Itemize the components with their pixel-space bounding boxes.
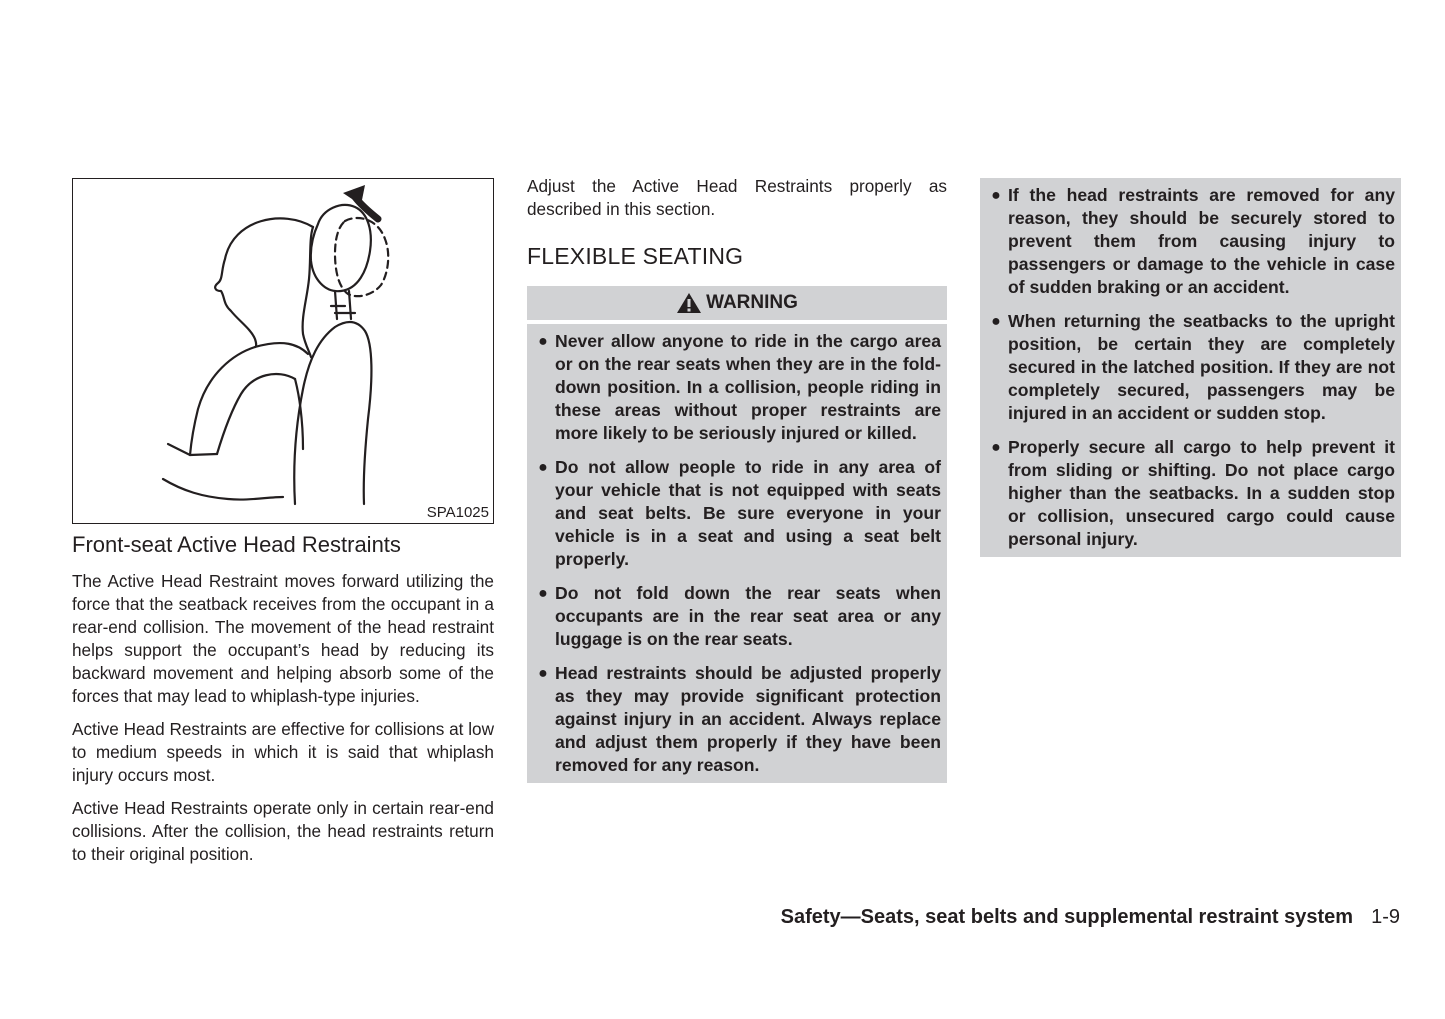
warning-box-continued: [980, 178, 1401, 557]
bullet-icon: ●: [538, 333, 548, 350]
warning-bullet: [531, 662, 941, 777]
head-restraint-illustration-icon: [73, 179, 493, 523]
bullet-icon: ●: [991, 439, 1001, 456]
bullet-text: Properly secure all cargo to help prevent it from sliding or shifting. Do not place cargo higher than the seatbacks. In a sudden stop or collision, unsecured cargo could cause personal injury.: [1008, 437, 1395, 549]
bullet-icon: ●: [991, 187, 1001, 204]
bullet-icon: ●: [991, 313, 1001, 330]
bullet-icon: ●: [538, 665, 548, 682]
bullet-text: Head restraints should be adjusted properly as they may provide significant protection against injury in an accident. Always replace and adjust them properly if they have been removed for any reason.: [555, 663, 941, 775]
warning-bullet: [531, 582, 941, 651]
paragraph: The Active Head Restraint moves forward utilizing the force that the seatback receives from the occupant in a rear-end collision. The movement of the head restraint helps support the occupant’s head by reducing its backward movement and helping absorb some of the forces that may lead to whiplash-type injuries.: [72, 571, 494, 706]
bullet-text: Do not fold down the rear seats when occupants are in the rear seat area or any luggage is on the rear seats.: [555, 583, 941, 649]
bullet-text: When returning the seatbacks to the upright position, be certain they are completely secured in the latched position. If they are not completely secured, passengers may be injured in an accident or sudden stop.: [1008, 311, 1395, 423]
footer-section-title: Safety—Seats, seat belts and supplemental restraint system: [780, 906, 1354, 928]
warning-bullet: [984, 310, 1395, 425]
warning-bullet: [984, 184, 1395, 299]
head-restraint-figure: [72, 178, 494, 524]
section-title-flexible-seating: FLEXIBLE SEATING: [527, 243, 744, 269]
page-footer: [781, 906, 1400, 929]
page-number: 1-9: [1371, 906, 1400, 928]
figure-code: SPA1025: [426, 504, 489, 521]
subheading-active-head-restraints: Front-seat Active Head Restraints: [72, 532, 401, 557]
paragraph: Active Head Restraints operate only in certain rear-end collisions. After the collision, the head restraints return to their original position.: [72, 798, 494, 864]
warning-box: [527, 324, 947, 783]
bullet-icon: ●: [538, 459, 548, 476]
bullet-text: Never allow anyone to ride in the cargo area or on the rear seats when they are in the fold-down position. In a collision, people riding in these areas without proper restraints are more likely to be seriously injured or killed.: [555, 331, 941, 443]
left-column: [72, 178, 494, 876]
warning-header: [527, 286, 947, 320]
warning-triangle-icon: [676, 292, 702, 314]
right-column: [980, 178, 1401, 557]
middle-column: [527, 175, 947, 783]
bullet-text: Do not allow people to ride in any area of your vehicle that is not equipped with seats and seat belts. Be sure everyone in your vehicle is in a seat and using a seat belt properly.: [555, 457, 941, 569]
intro-paragraph: Adjust the Active Head Restraints properly as described in this section.: [527, 176, 947, 219]
warning-bullet: [531, 456, 941, 571]
bullet-text: If the head restraints are removed for any reason, they should be securely stored to prevent them from causing injury to passengers or damage to the vehicle in case of sudden braking or an accident.: [1008, 185, 1395, 297]
warning-bullet: [984, 436, 1395, 551]
bullet-icon: ●: [538, 585, 548, 602]
warning-label: WARNING: [706, 292, 798, 313]
warning-bullet: [531, 330, 941, 445]
paragraph: Active Head Restraints are effective for collisions at low to medium speeds in which it is said that whiplash injury occurs most.: [72, 719, 494, 785]
